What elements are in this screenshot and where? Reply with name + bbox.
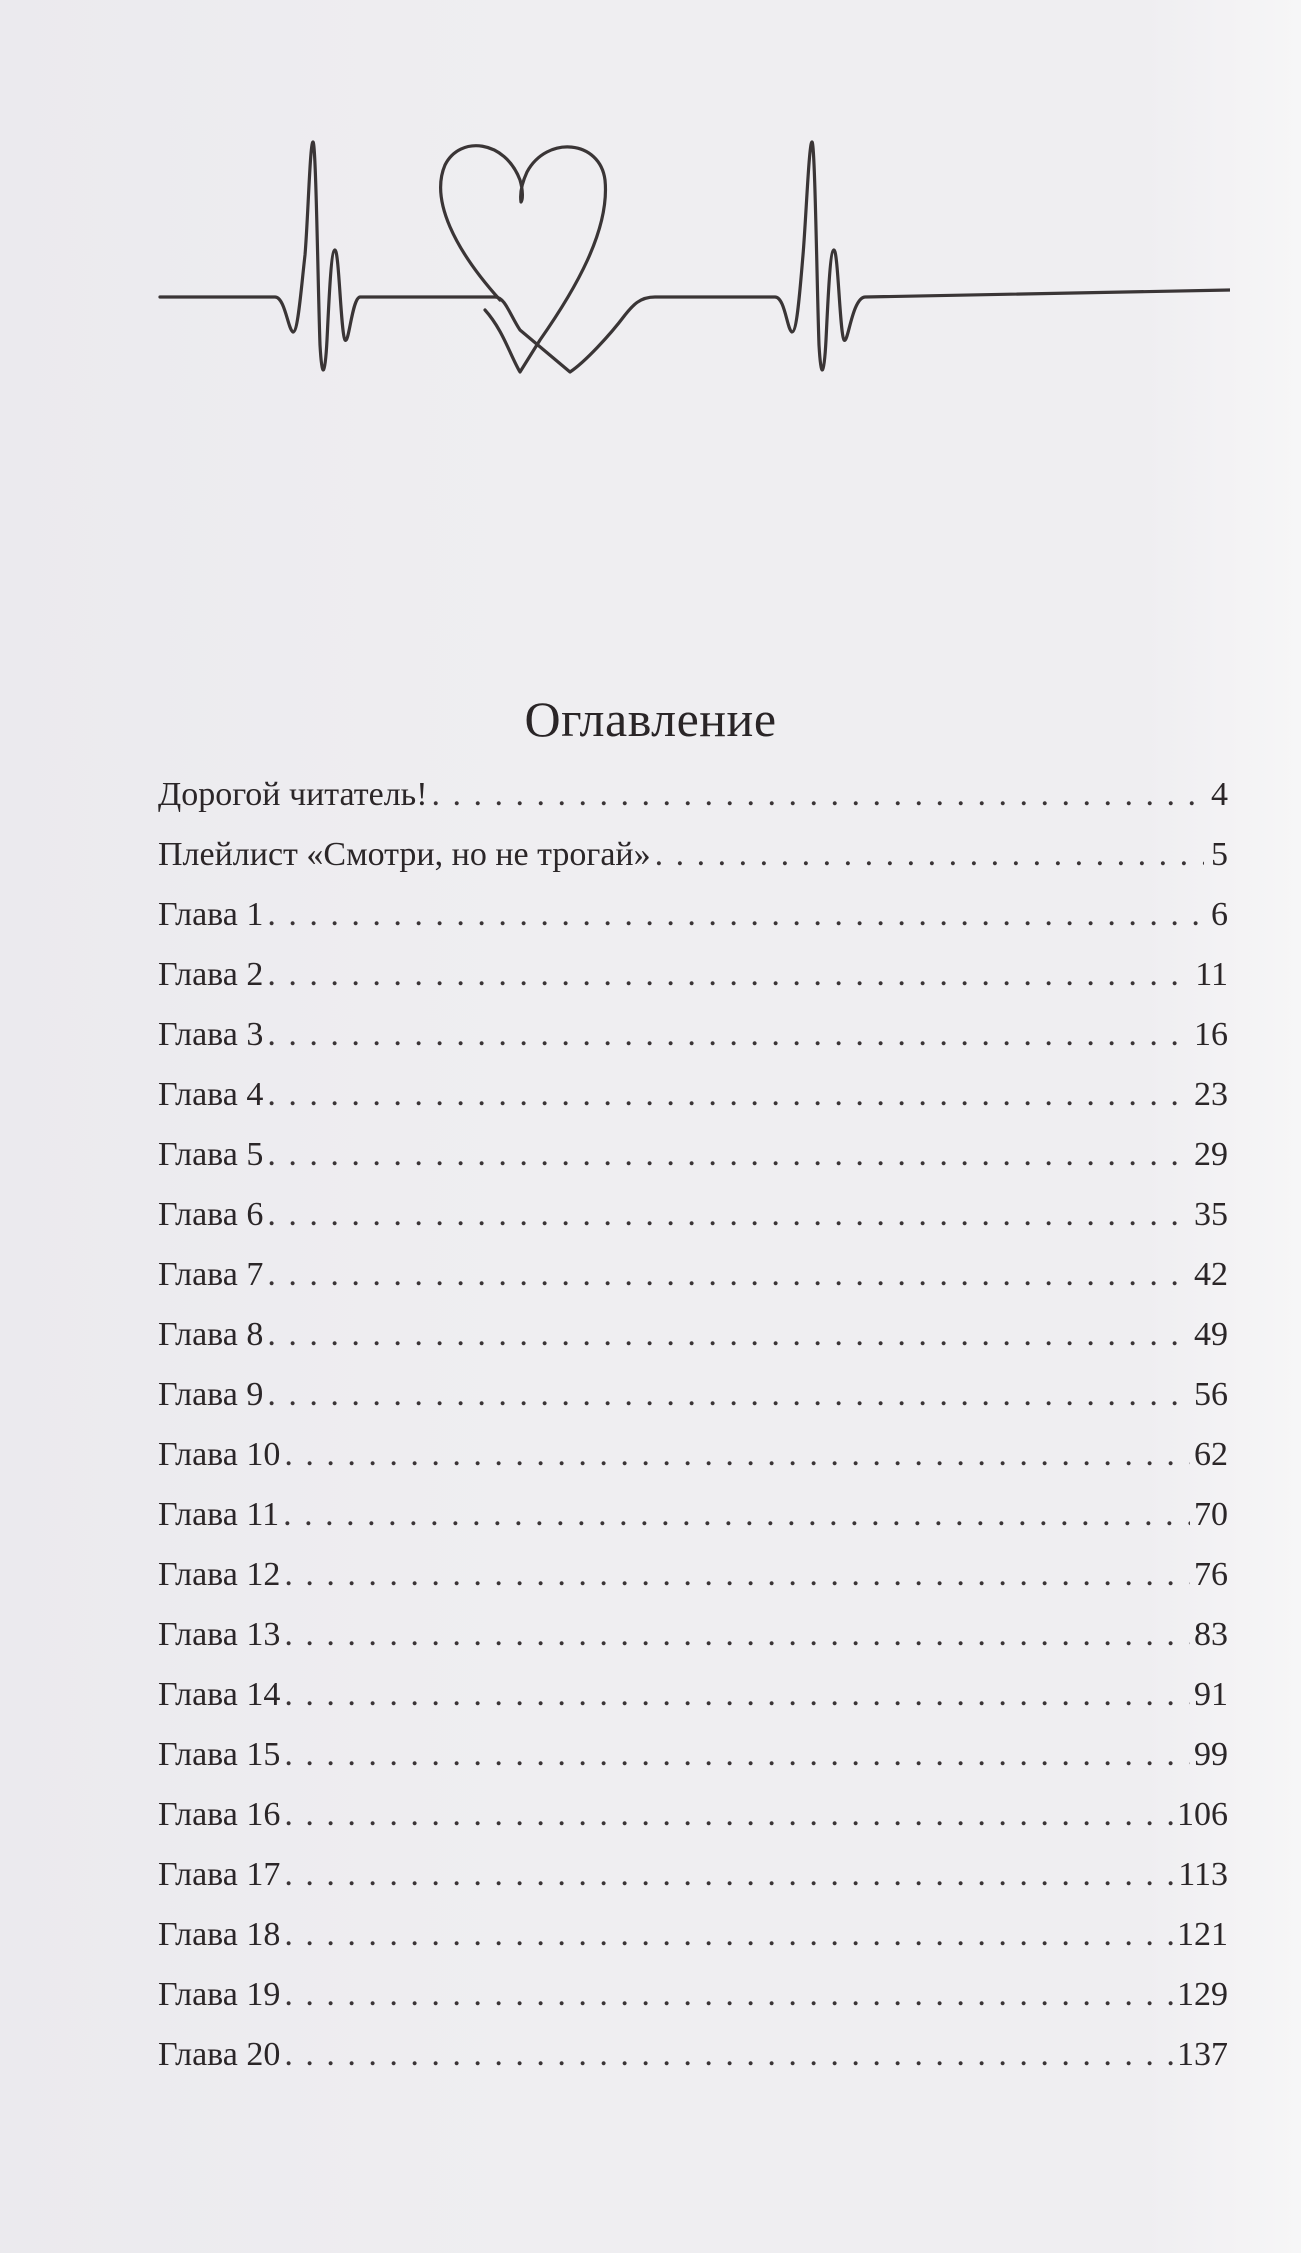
toc-entry-page: 62 bbox=[1194, 1436, 1228, 1473]
toc-entry-label: Глава 12 bbox=[158, 1556, 281, 1593]
toc-entry bbox=[158, 2025, 1228, 2085]
toc-entry-label: Глава 5 bbox=[158, 1136, 264, 1173]
dot-leader bbox=[284, 1785, 1173, 1845]
toc-entry-page: 106 bbox=[1177, 1796, 1228, 1833]
toc-list bbox=[158, 765, 1228, 2085]
dot-leader bbox=[267, 1125, 1190, 1185]
toc-entry-page: 121 bbox=[1177, 1916, 1228, 1953]
dot-leader bbox=[267, 1305, 1190, 1365]
toc-entry bbox=[158, 1005, 1228, 1065]
dot-leader bbox=[267, 1005, 1190, 1065]
dot-leader bbox=[267, 1185, 1190, 1245]
toc-entry bbox=[158, 1305, 1228, 1365]
toc-entry-label: Глава 10 bbox=[158, 1436, 281, 1473]
dot-leader bbox=[283, 1485, 1190, 1545]
toc-entry bbox=[158, 1545, 1228, 1605]
dot-leader bbox=[284, 1845, 1174, 1905]
toc-entry bbox=[158, 1485, 1228, 1545]
dot-leader bbox=[284, 1605, 1190, 1665]
dot-leader bbox=[284, 2025, 1173, 2085]
toc-entry-page: 11 bbox=[1195, 956, 1228, 993]
dot-leader bbox=[267, 885, 1204, 945]
dot-leader bbox=[267, 1365, 1190, 1425]
dot-leader bbox=[432, 765, 1204, 825]
toc-entry bbox=[158, 825, 1228, 885]
toc-entry-label: Глава 2 bbox=[158, 956, 264, 993]
toc-entry bbox=[158, 1065, 1228, 1125]
toc-entry bbox=[158, 945, 1228, 1005]
dot-leader bbox=[284, 1665, 1190, 1725]
dot-leader bbox=[284, 1725, 1190, 1785]
toc-entry bbox=[158, 1965, 1228, 2025]
dot-leader bbox=[284, 1965, 1173, 2025]
toc-entry-page: 76 bbox=[1194, 1556, 1228, 1593]
dot-leader bbox=[284, 1905, 1173, 1965]
dot-leader bbox=[655, 825, 1204, 885]
toc-entry-page: 137 bbox=[1177, 2036, 1228, 2073]
toc-entry-page: 16 bbox=[1194, 1016, 1228, 1053]
toc-entry bbox=[158, 1725, 1228, 1785]
toc-entry bbox=[158, 1365, 1228, 1425]
toc-entry-page: 99 bbox=[1194, 1736, 1228, 1773]
dot-leader bbox=[284, 1545, 1190, 1605]
toc-entry-label: Глава 8 bbox=[158, 1316, 264, 1353]
dot-leader bbox=[267, 945, 1191, 1005]
toc-entry-page: 5 bbox=[1211, 836, 1228, 873]
dot-leader bbox=[284, 1425, 1190, 1485]
toc-entry-label: Глава 9 bbox=[158, 1376, 264, 1413]
toc-entry-page: 29 bbox=[1194, 1136, 1228, 1173]
toc-entry-label: Глава 15 bbox=[158, 1736, 281, 1773]
toc-entry-label: Глава 16 bbox=[158, 1796, 281, 1833]
toc-entry bbox=[158, 1125, 1228, 1185]
toc-entry-page: 23 bbox=[1194, 1076, 1228, 1113]
toc-entry bbox=[158, 1425, 1228, 1485]
toc-entry-label: Глава 6 bbox=[158, 1196, 264, 1233]
toc-entry bbox=[158, 1245, 1228, 1305]
toc-entry-label: Глава 14 bbox=[158, 1676, 281, 1713]
toc-entry bbox=[158, 1785, 1228, 1845]
dot-leader bbox=[267, 1245, 1190, 1305]
toc-entry bbox=[158, 885, 1228, 945]
toc-entry-page: 91 bbox=[1194, 1676, 1228, 1713]
toc-entry-page: 70 bbox=[1194, 1496, 1228, 1533]
toc-entry bbox=[158, 1905, 1228, 1965]
toc-entry-page: 42 bbox=[1194, 1256, 1228, 1293]
toc-entry-page: 113 bbox=[1178, 1856, 1228, 1893]
toc-entry-label: Глава 18 bbox=[158, 1916, 281, 1953]
toc-title: Оглавление bbox=[524, 691, 777, 747]
toc-entry-label: Дорогой читатель! bbox=[158, 776, 428, 813]
toc-entry bbox=[158, 1185, 1228, 1245]
toc-entry-label: Глава 19 bbox=[158, 1976, 281, 2013]
toc-entry-page: 35 bbox=[1194, 1196, 1228, 1233]
heartbeat-heart-line-icon bbox=[155, 140, 1230, 380]
toc-entry-label: Глава 13 bbox=[158, 1616, 281, 1653]
toc-entry-page: 129 bbox=[1177, 1976, 1228, 2013]
toc-entry-page: 83 bbox=[1194, 1616, 1228, 1653]
toc-entry-page: 49 bbox=[1194, 1316, 1228, 1353]
toc-entry-page: 56 bbox=[1194, 1376, 1228, 1413]
dot-leader bbox=[267, 1065, 1190, 1125]
toc-entry-label: Плейлист «Смотри, но не трогай» bbox=[158, 836, 651, 873]
toc-entry-page: 4 bbox=[1211, 776, 1228, 813]
toc-entry bbox=[158, 1665, 1228, 1725]
toc-entry-label: Глава 3 bbox=[158, 1016, 264, 1053]
toc-entry-label: Глава 7 bbox=[158, 1256, 264, 1293]
toc-entry-label: Глава 17 bbox=[158, 1856, 281, 1893]
toc-entry bbox=[158, 1605, 1228, 1665]
toc-entry-label: Глава 1 bbox=[158, 896, 264, 933]
toc-entry-label: Глава 11 bbox=[158, 1496, 280, 1533]
toc-entry bbox=[158, 765, 1228, 825]
toc-entry-label: Глава 20 bbox=[158, 2036, 281, 2073]
toc-entry-label: Глава 4 bbox=[158, 1076, 264, 1113]
toc-entry-page: 6 bbox=[1211, 896, 1228, 933]
toc-entry bbox=[158, 1845, 1228, 1905]
